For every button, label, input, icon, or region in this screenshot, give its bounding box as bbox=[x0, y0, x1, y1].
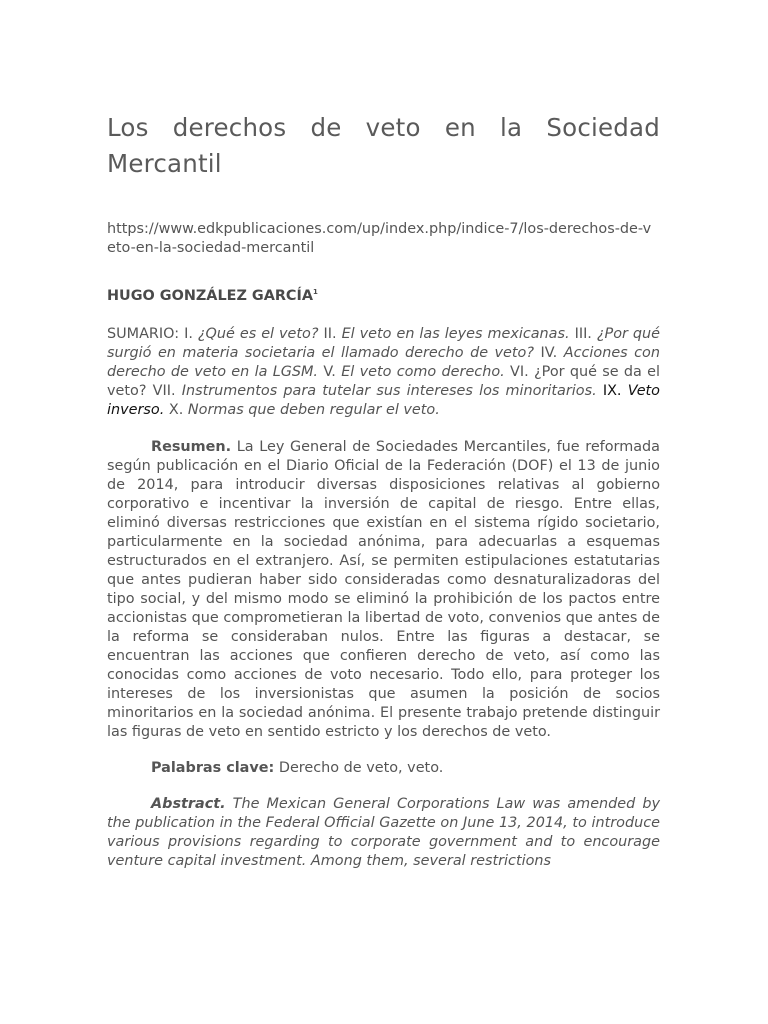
document-page bbox=[107, 110, 660, 871]
author-name: HUGO GONZÁLEZ GARCÍA bbox=[107, 287, 313, 304]
summary-item-5-num: V. bbox=[323, 363, 336, 380]
abstract-paragraph bbox=[107, 795, 660, 871]
summary-item-6-num: VI. bbox=[510, 363, 529, 380]
author-footnote-mark: 1 bbox=[312, 288, 318, 296]
summary-list bbox=[107, 325, 660, 420]
summary-item-9-text: Veto inverso. bbox=[107, 382, 660, 418]
resumen-label: Resumen. bbox=[151, 438, 232, 455]
summary-label: SUMARIO: bbox=[107, 325, 180, 342]
keywords-label: Palabras clave: bbox=[151, 759, 275, 776]
resumen-text: La Ley General de Sociedades Mercantiles, fue reformada según publicación en el Diario Oficial de la Federación (DOF) el 13 de junio de 2014, para introducir diversas disposiciones relativas al gobierno corporativo e incentivar la inversión de capital de riesgo. Entre ellas, eliminó diversas restricciones que existían en el sistema rígido societario, particularmente en la sociedad anónima, para adecuarlas a esquemas estructurados en el extranjero. Así, se permiten estipulaciones estatutarias que antes pudieran haber sido consideradas como desnaturalizadoras del tipo social, y del mismo modo se eliminó la prohibición de los pactos entre accionistas que comprometieran la libertad de voto, convenios que antes de la reforma se consideraban nulos. Entre las figuras a destacar, se encuentran las acciones que confieren derecho de veto, así como las conocidas como acciones de voto necesario. Todo ello, para proteger los intereses de los inversionistas que asumen la posición de socios minoritarios en la sociedad anónima. El presente trabajo pretende distinguir las figuras de veto en sentido estricto y los derechos de veto. bbox=[107, 438, 661, 740]
summary-item-6-text: ¿Por qué se da el veto? bbox=[107, 363, 661, 399]
summary-item-3-text: ¿Por qué surgió en materia societaria el llamado derecho de veto? bbox=[107, 325, 661, 361]
summary-item-9-num: IX. bbox=[602, 382, 622, 399]
document-title: Los derechos de veto en la Sociedad Mercantil bbox=[107, 113, 660, 178]
author-line bbox=[107, 283, 660, 306]
summary-item-4-text: Acciones con derecho de veto en la LGSM. bbox=[107, 344, 660, 380]
summary-item-3-num: III. bbox=[574, 325, 592, 342]
abstract-label: Abstract. bbox=[151, 795, 226, 812]
summary-item-5-text: El veto como derecho. bbox=[341, 363, 505, 380]
summary-item-10-num: X. bbox=[168, 401, 184, 418]
source-url[interactable]: https://www.edkpublicaciones.com/up/index.php/indice-7/los-derechos-de-veto-en-la-sociedad-mercantil bbox=[107, 221, 652, 256]
abstract-text: The Mexican General Corporations Law was amended by the publication in the Federal Official Gazette on June 13, 2014, to introduce various provisions regarding to corporate government and to encourage venture capital investment. Among them, several restrictions bbox=[107, 795, 661, 869]
summary-item-1-num: I. bbox=[184, 325, 193, 342]
keywords-paragraph bbox=[107, 759, 660, 778]
summary-item-7-num: VII. bbox=[152, 382, 176, 399]
summary-item-7-text: Instrumentos para tutelar sus intereses los minoritarios. bbox=[181, 382, 597, 399]
summary-item-4-num: IV. bbox=[540, 344, 558, 361]
summary-item-2-text: El veto en las leyes mexicanas. bbox=[341, 325, 570, 342]
summary-item-1-text: ¿Qué es el veto? bbox=[197, 325, 319, 342]
keywords-text: Derecho de veto, veto. bbox=[278, 759, 444, 776]
summary-item-2-num: II. bbox=[323, 325, 337, 342]
resumen-paragraph bbox=[107, 438, 660, 742]
summary-item-10-text: Normas que deben regular el veto. bbox=[187, 401, 440, 418]
